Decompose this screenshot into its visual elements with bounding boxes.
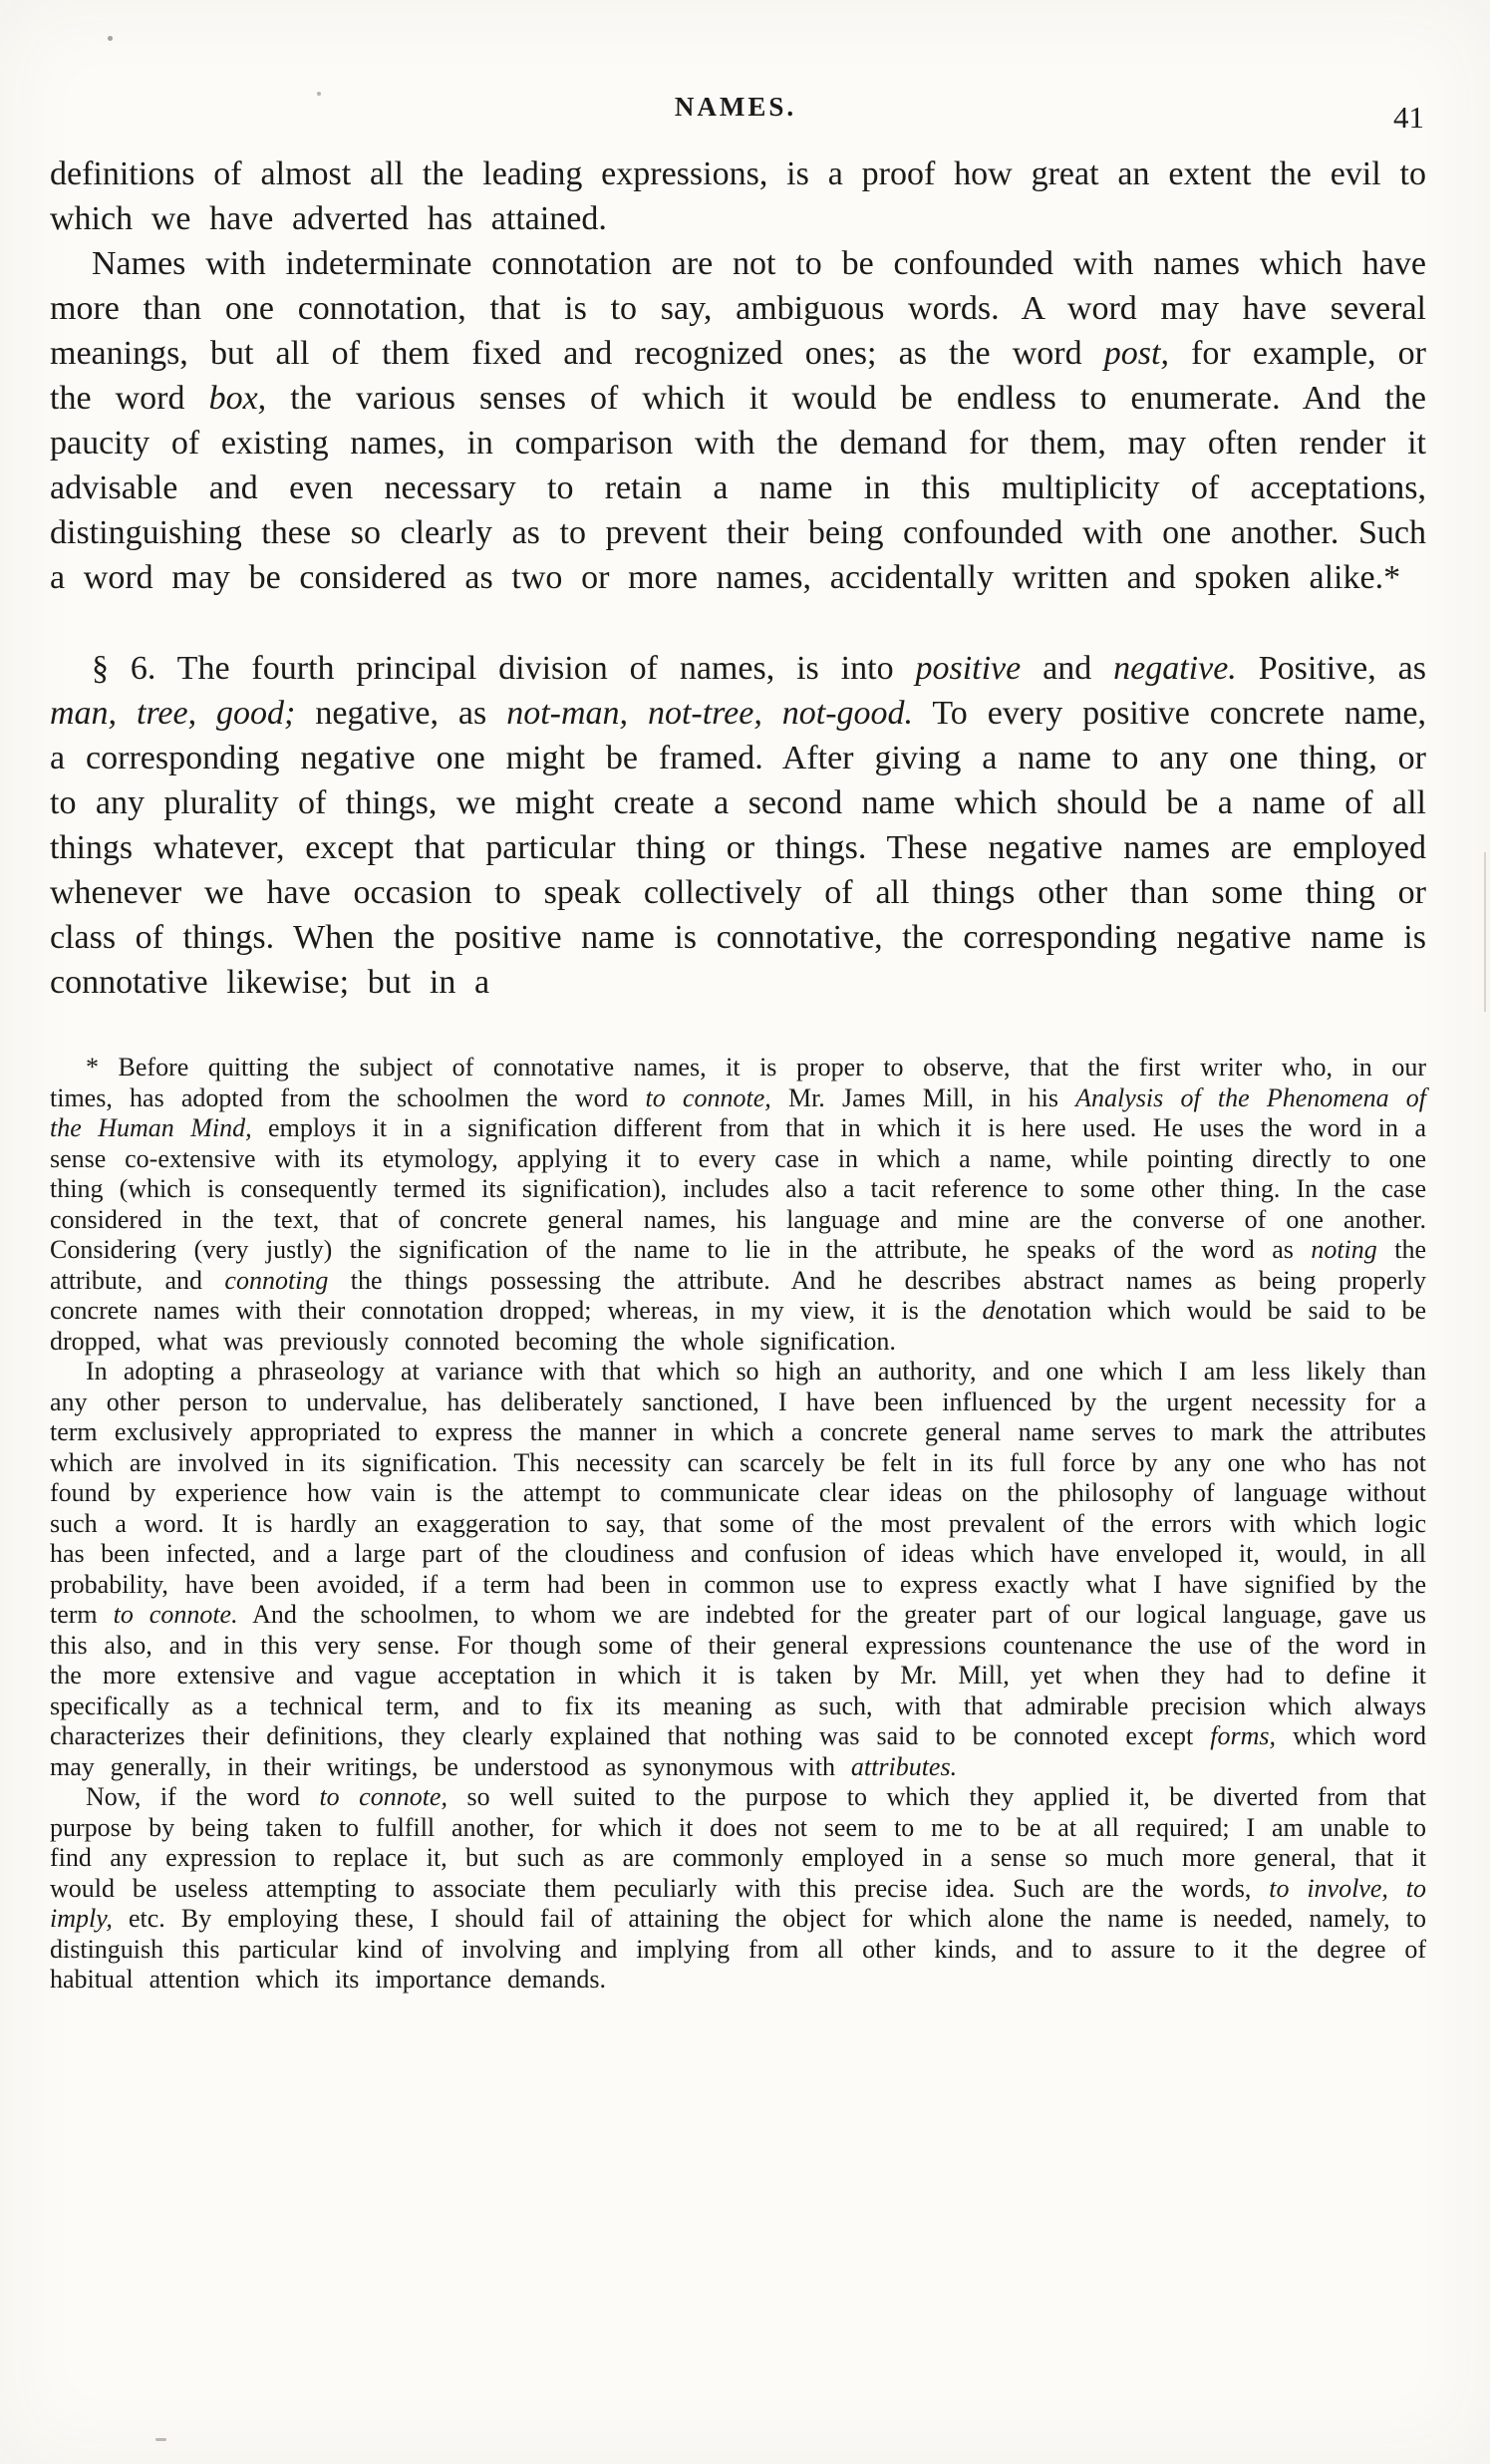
text-run: post, <box>1103 335 1169 372</box>
footnote-paragraph <box>50 1357 1426 1782</box>
footnote <box>50 1053 1426 1996</box>
scan-speck <box>155 2438 166 2441</box>
text-run: so well suited to the purpose to which they applied it, be diverted from that purpose by being taken to fulfill another, for which it does not seem to me to be at all required; I am unable to find any expression to replace it, but such as are commonly employed in a sense so much more general, that it would be useless attempting to associate them peculiarly with this precise idea. Such are the words, <box>50 1782 1426 1903</box>
text-run: To every positive concrete name, a corresponding negative one might be framed. After giving a name to any one thing, or to any plurality of things, we might create a second name which should be a name of all things whatever, except that particular thing or things. These negative names are employed whenever we have occasion to speak collectively of all things other than some thing or class of things. When the positive name is connotative, the corresponding negative name is connotative likewise; but in a <box>50 695 1426 1001</box>
text-run: man, tree, good; <box>50 695 296 732</box>
text-run: which word may generally, in their writings, be understood as synonymous with <box>50 1721 1426 1781</box>
text-run: the things possessing the attribute. And he describes abstract names as being properly concrete names with their connotation dropped; whereas, in my view, it is the <box>50 1265 1426 1325</box>
text-run: the attribute, and <box>50 1235 1427 1295</box>
text-run: employs it in a signification different from that in which it is here used. He uses the word in a sense co-extensive with its etymology, applying it to every case in which a name, while pointing directly to one thing (which is consequently termed its signification), includes also a tacit reference to some other thing. In the case considered in the text, that of concrete general names, his language and mine are the converse of one another. Considering (very justly) the signification of the name to lie in the attribute, he speaks of the word as <box>50 1113 1426 1264</box>
scan-edge-line <box>1484 852 1486 1012</box>
text-run: negative, as <box>295 695 507 732</box>
text-run: to involve, to imply, <box>50 1873 1426 1933</box>
text-run: Analysis of the Phenomena of the Human Mind, <box>50 1082 1427 1142</box>
text-run: to connote, <box>319 1782 447 1811</box>
text-run: negative. <box>1113 650 1237 687</box>
text-run: And the schoolmen, to whom we are indebted for the greater part of our logical language, gave us this also, and in this very sense. For though some of their general expressions countenance the use of the word in the more extensive and vague acceptation in which it is taken by Mr. Mill, yet when they had to define it specifically as a technical term, and to fix its meaning as such, with that admirable precision which always characterizes their definitions, they clearly explained that nothing was said to be connoted except <box>50 1600 1427 1750</box>
text-run: and <box>1021 650 1114 687</box>
body-paragraph-section-6 <box>50 646 1426 1005</box>
text-run: etc. By employing these, I should fail of attaining the object for which alone the name is needed, namely, to distinguish this particular kind of involving and implying from all other kinds, and to assure to it the degree of habitual attention which its importance demands. <box>50 1904 1426 1994</box>
text-run: box, <box>208 380 267 417</box>
body-text <box>50 152 1426 1005</box>
text-run: for example, or the word <box>50 335 1426 417</box>
text-run: forms, <box>1210 1721 1277 1750</box>
running-title: NAMES. <box>674 92 797 122</box>
text-run: the various senses of which it would be endless to enumerate. And the paucity of existing names, in comparison with the demand for them, may often render it advisable and even necessary to retain a name in this multiplicity of acceptations, distinguishing these so clearly as to prevent their being confounded with one another. Such a word may be considered as two or more names, accidentally written and spoken alike.* <box>50 380 1426 596</box>
text-run: Now, if the word <box>86 1782 320 1811</box>
footnote-paragraph <box>50 1053 1426 1357</box>
text-run: notation which would be said to be dropped, what was previously connoted becoming the whole signification. <box>50 1296 1426 1356</box>
text-run: Names with indeterminate connotation are not to be confounded with names which have more than one connotation, that is to say, ambiguous words. A word may have several meanings, but all of them fixed and recognized ones; as the word <box>50 245 1426 372</box>
text-run: to connote. <box>113 1600 238 1629</box>
text-run: * Before quitting the subject of connotative names, it is proper to observe, that the first writer who, in our times, has adopted from the schoolmen the word <box>50 1053 1426 1112</box>
body-paragraph-names-connotation <box>50 241 1426 600</box>
page-header <box>50 86 1426 136</box>
text-run: Positive, as <box>1236 650 1426 687</box>
scan-speck <box>108 36 113 41</box>
text-run: § 6. The fourth principal division of names, is into <box>92 650 916 687</box>
text-run: to connote, <box>645 1082 771 1112</box>
text-run: Mr. James Mill, in his <box>770 1082 1076 1112</box>
text-run: de <box>982 1296 1008 1325</box>
text-run: connoting <box>224 1265 329 1295</box>
footnote-paragraph <box>50 1782 1426 1996</box>
text-run: positive <box>915 650 1022 687</box>
text-run: In adopting a phraseology at variance with that which so high an authority, and one which I am less likely than any other person to undervalue, has deliberately sanctioned, I have been influenced by the urgent necessity for a term exclusively appropriated to express the manner in which a concrete general name serves to mark the attributes which are involved in its signification. This necessity can scarcely be felt in its full force by any one who has not found by experience how vain is the attempt to communicate clear ideas on the philosophy of language without such a word. It is hardly an exaggeration to say, that some of the most prevalent of the errors with which logic has been infected, and a large part of the cloudiness and confusion of ideas which have enveloped it, would, in all probability, have been avoided, if a term had been in common use to express exactly what I have signified by the term <box>50 1357 1426 1629</box>
body-paragraph-continuation <box>50 152 1426 241</box>
text-run: noting <box>1311 1235 1377 1264</box>
text-run: attributes. <box>850 1751 958 1781</box>
text-run: definitions of almost all the leading expressions, is a proof how great an extent the evil to which we have adverted has attained. <box>50 155 1426 237</box>
page-number: 41 <box>1393 100 1424 135</box>
text-run: not-man, not-tree, not-good. <box>506 695 914 732</box>
